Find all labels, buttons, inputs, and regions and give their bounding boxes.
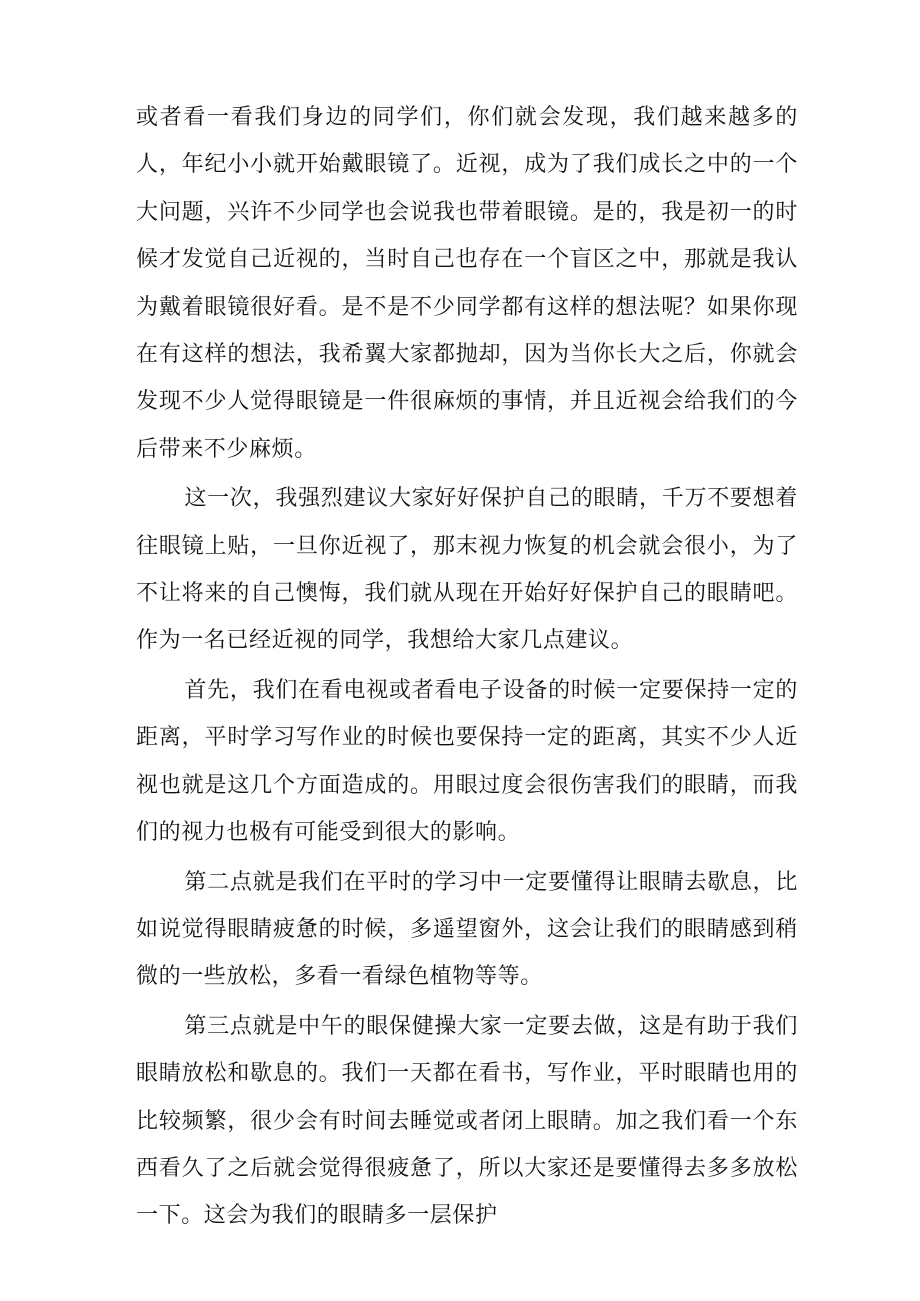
paragraph-protect-eyes: 这一次，我强烈建议大家好好保护自己的眼睛，千万不要想着往眼镜上贴，一旦你近视了，那末视力恢复的机会就会很小，为了不让将来的自己懊悔，我们就从现在开始好好保护自己的眼睛吧。作为一名已经近视的同学，我想给大家几点建议。 xyxy=(136,486,798,654)
document-body xyxy=(136,94,798,1242)
paragraph-eye-exercises: 第三点就是中午的眼保健操大家一定要去做，这是有助于我们眼睛放松和歇息的。我们一天都在看书，写作业，平时眼睛也用的比较频繁，很少会有时间去睡觉或者闭上眼睛。加之我们看一个东西看久了之后就会觉得很疲惫了，所以大家还是要懂得去多多放松一下。这会为我们的眼睛多一层保护 xyxy=(136,1013,798,1229)
paragraph-rest-eyes: 第二点就是我们在平时的学习中一定要懂得让眼睛去歇息，比如说觉得眼睛疲惫的时候，多遥望窗外，这会让我们的眼睛感到稍微的一些放松，多看一看绿色植物等等。 xyxy=(136,869,798,990)
paragraph-continuation: 或者看一看我们身边的同学们，你们就会发现，我们越来越多的人，年纪小小就开始戴眼镜了。近视，成为了我们成长之中的一个大问题，兴许不少同学也会说我也带着眼镜。是的，我是初一的时候才发觉自己近视的，当时自己也存在一个盲区之中，那就是我认为戴着眼镜很好看。是不是不少同学都有这样的想法呢？如果你现在有这样的想法，我希翼大家都抛却，因为当你长大之后，你就会发现不少人觉得眼镜是一件很麻烦的事情，并且近视会给我们的今后带来不少麻烦。 xyxy=(136,105,798,462)
paragraph-keep-distance: 首先，我们在看电视或者看电子设备的时候一定要保持一定的距离，平时学习写作业的时候也要保持一定的距离，其实不少人近视也就是这几个方面造成的。用眼过度会很伤害我们的眼睛，而我们的视力也极有可能受到很大的影响。 xyxy=(136,677,798,846)
